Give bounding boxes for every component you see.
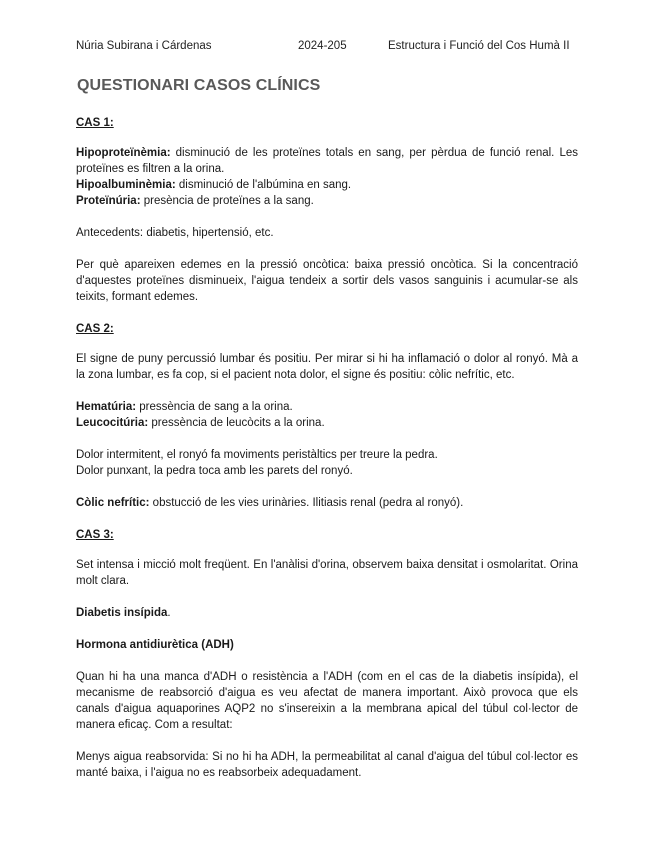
puny-percussio-paragraph: El signe de puny percussió lumbar és positiu. Per mirar si hi ha inflamació o dolor al ronyó. Mà a la zona lumbar, es fa cop, si el pacient nota dolor, el signe és positiu: còlic nefrític, etc. [76, 353, 578, 381]
hematuria-term: Hematúria: [76, 401, 137, 413]
diabetis-insipida-line: Diabetis insípida. [76, 607, 171, 619]
hipoalbuminemia-definition: Hipoalbuminèmia: disminució de l'albúmina en sang. [76, 179, 352, 191]
case-1-heading: CAS 1: [76, 117, 114, 129]
case-3-heading: CAS 3: [76, 529, 114, 541]
dolor-punxant-line: Dolor punxant, la pedra toca amb les parets del ronyó. [76, 465, 353, 477]
hipoalbuminemia-term: Hipoalbuminèmia: [76, 179, 176, 191]
hipoproteinemia-definition: Hipoproteïnèmia: disminució de les proteïnes totals en sang, per pèrdua de funció renal. Les proteïnes es filtren a la orina. [76, 147, 578, 175]
hormona-antidiuretica-heading: Hormona antidiurètica (ADH) [76, 639, 234, 651]
document-body [76, 115, 578, 781]
hipoproteinemia-term: Hipoproteïnèmia: [76, 147, 171, 159]
set-intensa-paragraph: Set intensa i micció molt freqüent. En l'anàlisi d'orina, observem baixa densitat i osmolaritat. Orina molt clara. [76, 559, 578, 587]
adh-paragraph: Quan hi ha una manca d'ADH o resistència a l'ADH (com en el cas de la diabetis insípida), el mecanisme de reabsorció d'aigua es veu afectat de manera important. Això provoca que els canals d'aigua aquaporines AQP2 no s'insereixin a la membrana apical del túbul col·lector de manera eficaç. Com a resultat: [76, 671, 578, 731]
proteinuria-definition: Proteïnúria: presència de proteïnes a la sang. [76, 195, 314, 207]
dolor-intermitent-line: Dolor intermitent, el ronyó fa moviments peristàltics per treure la pedra. [76, 449, 438, 461]
header-author: Núria Subirana i Cárdenas [76, 40, 212, 52]
menys-aigua-paragraph: Menys aigua reabsorvida: Si no hi ha ADH, la permeabilitat al canal d'aigua del túbul col·lector es manté baixa, i l'aigua no es reabsorbeix adequadament. [76, 751, 578, 779]
leucocituria-term: Leucocitúria: [76, 417, 149, 429]
antecedents-paragraph: Antecedents: diabetis, hipertensió, etc. [76, 227, 274, 239]
proteinuria-term: Proteïnúria: [76, 195, 141, 207]
colic-nefritic-term: Còlic nefrític: [76, 497, 150, 509]
leucocituria-definition: Leucocitúria: pressència de leucòcits a la orina. [76, 417, 325, 429]
case-2-heading: CAS 2: [76, 323, 114, 335]
colic-nefritic-definition: Còlic nefrític: obstucció de les vies urinàries. Ilitiasis renal (pedra al ronyó). [76, 497, 464, 509]
edemes-paragraph: Per què apareixen edemes en la pressió oncòtica: baixa pressió oncòtica. Si la concentració d'aquestes proteïnes disminueix, l'aigua tendeix a sortir dels vasos sanguinis i acumular-se als teixits, formant edemes. [76, 259, 578, 303]
header-year: 2024-205 [298, 40, 347, 52]
page-header [76, 38, 586, 54]
hematuria-definition: Hematúria: pressència de sang a la orina. [76, 401, 293, 413]
header-course: Estructura i Funció del Cos Humà II [388, 40, 570, 52]
document-title: QUESTIONARI CASOS CLÍNICS [77, 77, 321, 94]
